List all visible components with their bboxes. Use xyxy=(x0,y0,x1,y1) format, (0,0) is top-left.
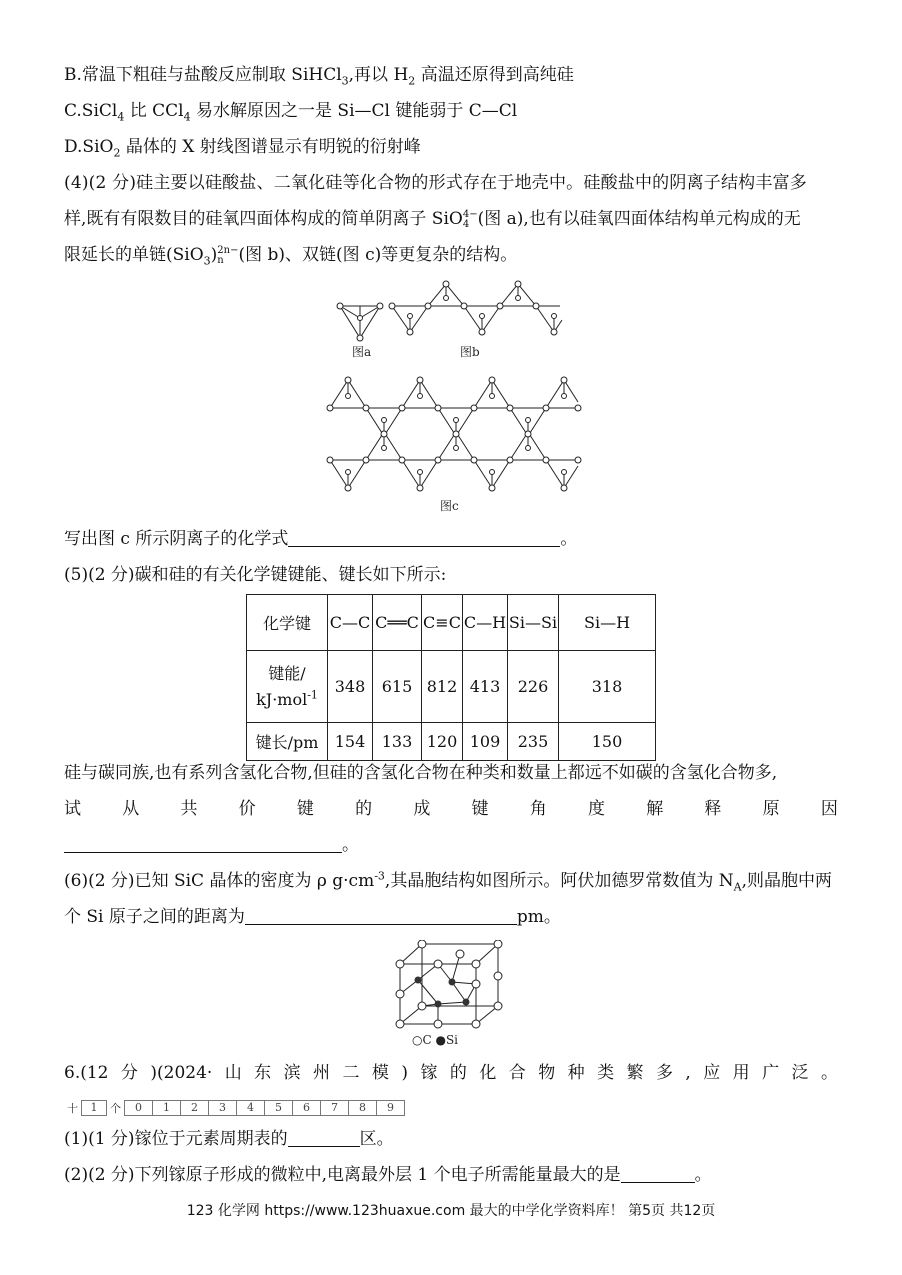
q5-intro: (5)(2 分)碳和硅的有关化学键键能、键长如下所示: xyxy=(64,565,447,585)
figure-c xyxy=(322,372,582,518)
table-header-cell: Si—Si xyxy=(508,595,559,651)
table-cell: 615 xyxy=(373,651,422,723)
answer-blank-q6-2[interactable] xyxy=(621,1164,695,1183)
q4-line1: (4)(2 分)硅主要以硅酸盐、二氧化硅等化合物的形式存在于地壳中。硅酸盐中的阴离子结构丰富多 xyxy=(64,173,807,193)
q6part-line1: (6)(2 分)已知 SiC 晶体的密度为 ρ $g\cdot cm^{-3}$,其晶胞结构如图所示。阿伏加德罗常数值为 $N_A$,则晶胞中两 xyxy=(64,869,832,894)
answer-blank-q4[interactable] xyxy=(288,528,560,547)
q5-answer-line: 。 xyxy=(64,834,359,856)
option-d: D.SiO$_2$ 晶体的 X 射线图谱显示有明锐的衍射峰 xyxy=(64,137,421,160)
page-footer: 123 化学网 https://www.123huaxue.com 最大的中学化学资料库！ 第5页 共12页 xyxy=(186,1203,716,1219)
ruler-digit: 5 xyxy=(265,1100,293,1116)
q6-sub1: (1)(1 分)镓位于元素周期表的 区。 xyxy=(64,1129,394,1149)
table-cell: 154 xyxy=(328,723,373,761)
chain-b xyxy=(389,281,562,335)
table-header-cell: C══C xyxy=(373,595,422,651)
table-cell: 150 xyxy=(559,723,656,761)
ruler-digit: 7 xyxy=(321,1100,349,1116)
q6-header: 6.(12 分 )(2024· 山 东 滨 州 二 模 ) 镓 的 化 合 物 种 类 繁 多 , 应 用 广 泛 。 xyxy=(64,1063,838,1083)
table-header-cell: C≡C xyxy=(422,595,463,651)
answer-blank-q6-1[interactable] xyxy=(288,1128,360,1147)
table-cell: 133 xyxy=(373,723,422,761)
table-cell: 318 xyxy=(559,651,656,723)
q4-line3: 限延长的单链(SiO$_3$)2n− n (图 b)、双链(图 c)等更复杂的结构。 xyxy=(64,244,518,268)
table-cell: 413 xyxy=(463,651,508,723)
q5-line-after: 硅与碳同族,也有系列含氢化合物,但硅的含氢化合物在种类和数量上都远不如碳的含氢化合物多, xyxy=(64,763,778,783)
unit-cell-legend: ○C ●Si xyxy=(412,1033,458,1047)
q5-justified-line: 试 从 共 价 键 的 成 键 角 度 解 释 原 因 xyxy=(64,799,838,819)
digit-ruler: 十 1 个 0 1 2 3 4 5 6 7 8 9 xyxy=(64,1100,405,1116)
table-cell: 235 xyxy=(508,723,559,761)
table-header-cell: C—H xyxy=(463,595,508,651)
length-label-cell: 键长/pm xyxy=(247,723,328,761)
fig-b-caption: 图b xyxy=(460,345,480,359)
bond-table xyxy=(246,594,656,761)
ruler-digit: 6 xyxy=(293,1100,321,1116)
table-header-cell: C—C xyxy=(328,595,373,651)
ruler-digit: 1 xyxy=(153,1100,181,1116)
energy-label-cell: 键能/ kJ·mol$^{-1}$ xyxy=(247,651,328,723)
option-c: C.SiCl$_4$ 比 CCl$_4$ 易水解原因之一是 Si—Cl 键能弱于 C—Cl xyxy=(64,101,518,124)
q6-sub2: (2)(2 分)下列镓原子形成的微粒中,电离最外层 1 个电子所需能量最大的是 。 xyxy=(64,1165,712,1185)
q4-line2: 样,既有有限数目的硅氧四面体构成的简单阴离子 SiO4− 4 (图 a),也有以硅氧四面体结构单元构成的无 xyxy=(64,208,801,230)
table-cell: 348 xyxy=(328,651,373,723)
q4-question: 写出图 c 所示阴离子的化学式 。 xyxy=(64,529,578,549)
sic-unit-cell xyxy=(392,940,508,1048)
ruler-digit: 2 xyxy=(181,1100,209,1116)
ruler-digit: 9 xyxy=(377,1100,405,1116)
table-cell: 120 xyxy=(422,723,463,761)
table-cell: 226 xyxy=(508,651,559,723)
ruler-digit: 0 xyxy=(124,1100,153,1116)
q6part-line2: 个 Si 原子之间的距离为 pm。 xyxy=(64,907,561,927)
ruler-tens-cell: 1 xyxy=(81,1100,107,1116)
ruler-digit: 8 xyxy=(349,1100,377,1116)
table-header-cell: 化学键 xyxy=(247,595,328,651)
sio4-charge: 4− 4 xyxy=(462,208,478,230)
fig-a-caption: 图a xyxy=(352,345,372,359)
table-cell: 109 xyxy=(463,723,508,761)
answer-blank-q5[interactable] xyxy=(64,834,342,853)
chain-charge: 2n− n xyxy=(217,244,239,266)
fig-c-caption: 图c xyxy=(440,499,459,513)
table-cell: 812 xyxy=(422,651,463,723)
ruler-digit: 4 xyxy=(237,1100,265,1116)
option-b: B.常温下粗硅与盐酸反应制取 SiHCl$_3$,再以 $H_2$ 高温还原得到高纯硅 xyxy=(64,65,574,88)
figure-ab xyxy=(330,276,570,366)
table-header-cell: Si—H xyxy=(559,595,656,651)
ruler-digit: 3 xyxy=(209,1100,237,1116)
answer-blank-q6part[interactable] xyxy=(245,906,517,925)
tetrahedron-a xyxy=(337,303,383,341)
